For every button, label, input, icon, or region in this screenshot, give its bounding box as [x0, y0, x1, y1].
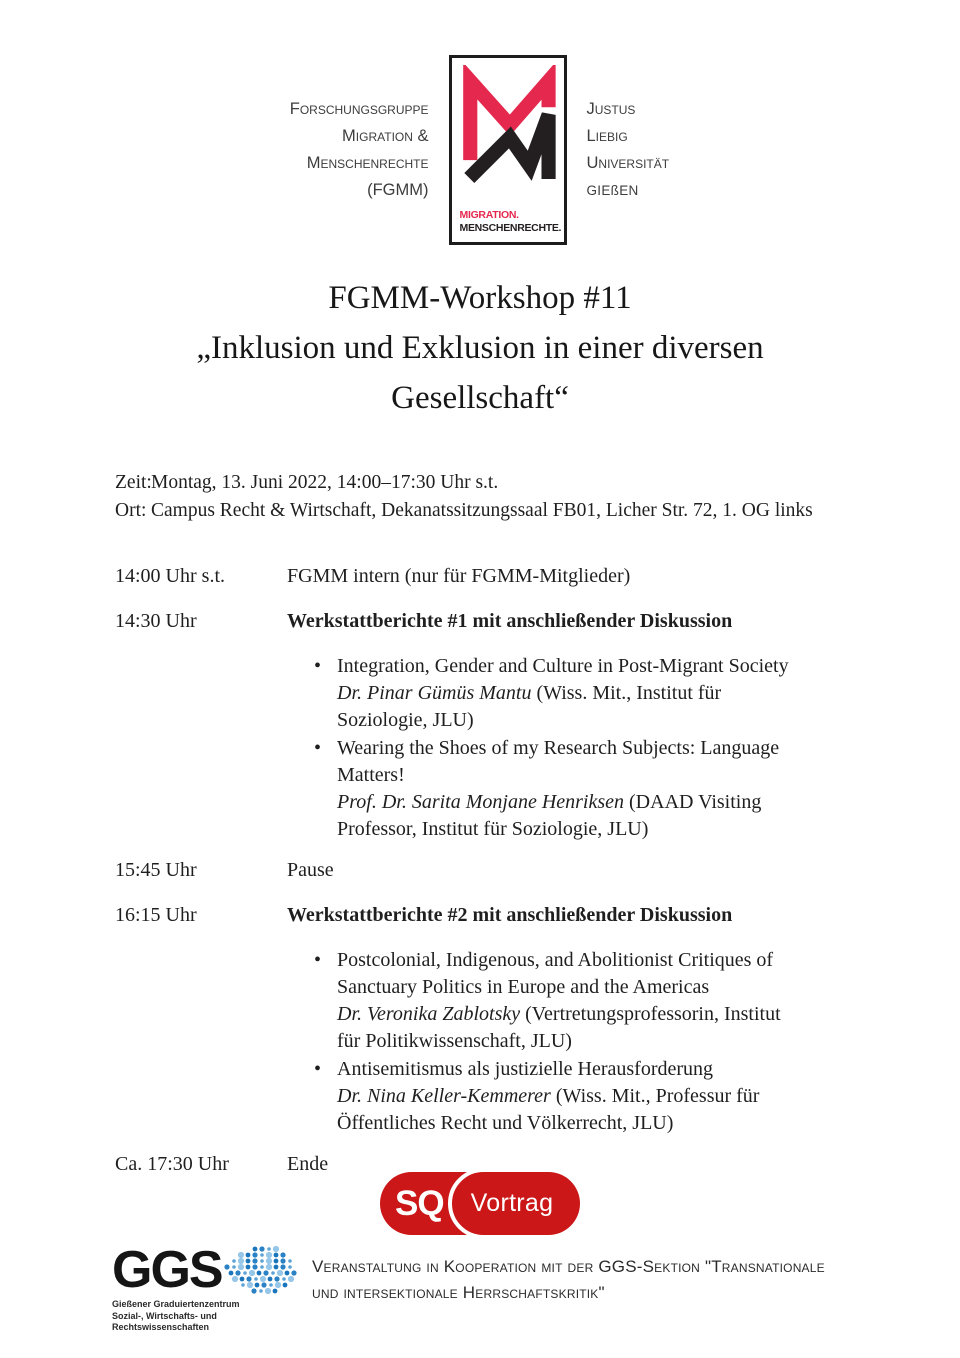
speaker-name: Dr. Veronika Zablotsky	[337, 1003, 521, 1025]
schedule-title: FGMM intern (nur für FGMM-Mitglieder)	[287, 565, 631, 587]
university-name	[587, 96, 682, 204]
fgmm-logo	[449, 55, 567, 245]
title-line-3: Gesellschaft“	[391, 380, 569, 416]
ggs-dot-cloud-icon	[224, 1243, 302, 1297]
ggs-acronym: GGS	[112, 1241, 222, 1299]
schedule-title: Werkstattberichte #1 mit anschließender Diskussion	[287, 610, 733, 632]
schedule-title: Ende	[287, 1153, 329, 1175]
schedule-time: 14:00 Uhr s.t.	[115, 565, 225, 587]
talk-title: • Wearing the Shoes of my Research Subjects: Language Matters!	[337, 737, 780, 786]
schedule-time: 15:45 Uhr	[115, 859, 197, 881]
talk-title: • Postcolonial, Indigenous, and Abolitionist Critiques of Sanctuary Politics in Europe and the Americas	[337, 949, 774, 998]
talk-speaker	[337, 680, 802, 734]
header	[0, 55, 960, 245]
ggs-logo	[112, 1241, 312, 1334]
talk-item	[287, 653, 802, 734]
speaker-affiliation: (DAAD Visiting Professor, Institut für Soziologie, JLU)	[337, 791, 762, 840]
meta-row-zeit	[115, 469, 852, 497]
schedule-row	[115, 608, 860, 635]
speaker-affiliation: (Wiss. Mit., Professur für Öffentliches Recht und Völkerrecht, JLU)	[337, 1085, 760, 1134]
org-line: (FGMM)	[367, 181, 429, 199]
org-line: Migration &	[342, 127, 429, 145]
org-line: Forschungsgruppe	[289, 100, 429, 118]
sq-vortrag-badge	[380, 1172, 580, 1235]
talk-speaker	[337, 789, 802, 843]
speaker-name: Prof. Dr. Sarita Monjane Henriksen	[337, 791, 625, 813]
cooperation-line-2: und intersektionale Herrschaftskritik"	[312, 1282, 605, 1302]
logo-word-migration: MIGRATION.	[459, 209, 519, 221]
logo-wordmark	[458, 209, 562, 234]
vortrag-pill	[448, 1172, 580, 1235]
talk-list	[115, 947, 860, 1137]
schedule-title: Pause	[287, 859, 334, 881]
talk-list	[115, 653, 860, 843]
meta-label: Ort:	[115, 500, 147, 521]
university-line: Universität	[586, 154, 670, 172]
footer	[112, 1241, 860, 1334]
ggs-subtitle-line: Gießener Graduiertenzentrum	[112, 1299, 240, 1309]
schedule-time: Ca. 17:30 Uhr	[115, 1153, 229, 1175]
talk-speaker	[337, 1083, 802, 1137]
research-group-name	[279, 96, 429, 204]
schedule-row	[115, 902, 860, 929]
meta-value: Campus Recht & Wirtschaft, Dekanatssitzungssaal FB01, Licher Str. 72, 1. OG links	[151, 500, 813, 521]
meta-label: Zeit:	[115, 472, 152, 493]
ggs-subtitle	[112, 1299, 312, 1334]
speaker-name: Dr. Nina Keller-Kemmerer	[337, 1085, 551, 1107]
ggs-subtitle-line: Sozial-, Wirtschafts- und Rechtswissenschaften	[112, 1310, 217, 1332]
university-line: Justus	[586, 100, 636, 118]
meta-value: Montag, 13. Juni 2022, 14:00–17:30 Uhr s.t.	[151, 472, 499, 493]
schedule	[115, 563, 860, 1178]
mw-monogram-icon	[458, 65, 558, 193]
talk-title: • Antisemitismus als justizielle Herausforderung	[337, 1058, 714, 1080]
vortrag-label: Vortrag	[470, 1189, 554, 1217]
talk-item	[287, 947, 802, 1055]
page-title	[0, 273, 960, 423]
meta-row-ort	[115, 497, 852, 525]
sq-label: SQ	[395, 1183, 444, 1223]
cooperation-note	[312, 1246, 860, 1334]
university-line: GIEßEN	[586, 183, 639, 198]
org-line: Menschenrechte	[306, 154, 429, 172]
speaker-name: Dr. Pinar Gümüs Mantu	[337, 682, 532, 704]
speaker-affiliation: (Vertretungsprofessorin, Institut für Politikwissenschaft, JLU)	[337, 1003, 781, 1052]
logo-word-menschenrechte: MENSCHENRECHTE.	[459, 221, 562, 234]
speaker-affiliation: (Wiss. Mit., Institut für Soziologie, JLU)	[337, 682, 722, 731]
title-line-2: „Inklusion und Exklusion in einer diversen	[196, 330, 764, 366]
title-line-1: FGMM-Workshop #11	[328, 280, 632, 316]
talk-item	[287, 735, 802, 843]
university-line: Liebig	[586, 127, 628, 145]
talk-item	[287, 1056, 802, 1137]
schedule-row	[115, 857, 860, 884]
talk-title: • Integration, Gender and Culture in Post-Migrant Society	[337, 655, 789, 677]
event-meta	[115, 469, 852, 525]
schedule-time: 16:15 Uhr	[115, 904, 197, 926]
schedule-time: 14:30 Uhr	[115, 610, 197, 632]
schedule-title: Werkstattberichte #2 mit anschließender Diskussion	[287, 904, 733, 926]
cooperation-line-1: Veranstaltung in Kooperation mit der GGS-Sektion "Transnationale	[312, 1257, 825, 1276]
schedule-row	[115, 563, 860, 590]
talk-speaker	[337, 1001, 802, 1055]
